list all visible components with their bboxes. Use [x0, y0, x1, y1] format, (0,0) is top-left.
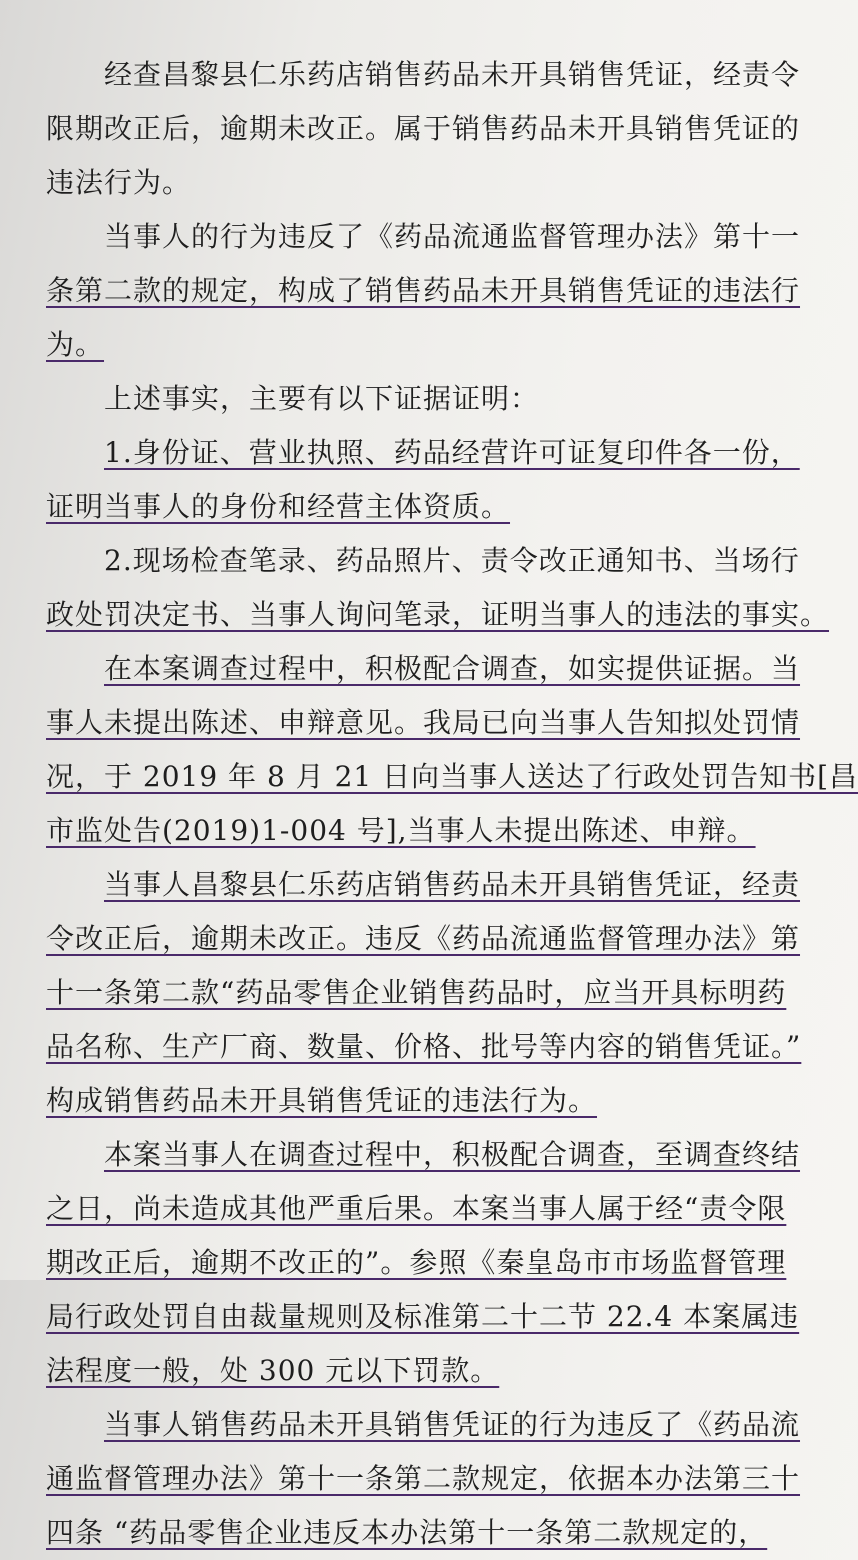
text-line: 况，于 2019 年 8 月 21 日向当事人送达了行政处罚告知书[昌 — [46, 760, 858, 793]
text-line: 事人未提出陈述、申辩意见。我局已向当事人告知拟处罚情 — [46, 706, 801, 739]
paragraph-5 — [46, 534, 830, 642]
text-line: 十一条第二款“药品零售企业销售药品时，应当开具标明药 — [46, 976, 787, 1009]
text-line: 四条 “药品零售企业违反本办法第十一条第二款规定的， — [46, 1516, 768, 1549]
text-line: 令改正后，逾期未改正。违反《药品流通监督管理办法》第 — [46, 922, 801, 955]
text-line: 期改正后，逾期不改正的”。参照《秦皇岛市市场监督管理 — [46, 1246, 787, 1279]
text-line: 市监处告(2019)1-004 号],当事人未提出陈述、申辩。 — [46, 814, 756, 847]
text-line: 为。 — [46, 328, 105, 361]
text-line: 构成销售药品未开具销售凭证的违法行为。 — [46, 1084, 598, 1117]
text-line: 本案当事人在调查过程中，积极配合调查，至调查终结 — [104, 1138, 801, 1171]
text-line: 条第二款的规定，构成了销售药品未开具销售凭证的违法行 — [46, 274, 801, 307]
text-line: 限期改正后，逾期未改正。属于销售药品未开具销售凭证的 — [46, 112, 801, 145]
text-line: 2.现场检查笔录、药品照片、责令改正通知书、当场行 — [104, 544, 800, 577]
text-line: 品名称、生产厂商、数量、价格、批号等内容的销售凭证。” — [46, 1030, 802, 1063]
text-line: 经查昌黎县仁乐药店销售药品未开具销售凭证，经责令 — [104, 58, 801, 91]
text-line: 1.身份证、营业执照、药品经营许可证复印件各一份， — [104, 436, 800, 469]
text-line: 上述事实，主要有以下证据证明： — [104, 382, 540, 415]
text-line: 通监督管理办法》第十一条第二款规定，依据本办法第三十 — [46, 1462, 801, 1495]
text-line: 政处罚决定书、当事人询问笔录，证明当事人的违法的事实。 — [46, 598, 830, 631]
paragraph-9 — [46, 1398, 801, 1560]
paragraph-4 — [46, 426, 800, 534]
text-line: 违法行为。 — [46, 166, 192, 199]
text-line: 局行政处罚自由裁量规则及标准第二十二节 22.4 本案属违 — [46, 1300, 800, 1333]
paragraph-2 — [46, 210, 801, 372]
text-line: 之日，尚未造成其他严重后果。本案当事人属于经“责令限 — [46, 1192, 787, 1225]
paragraph-8 — [46, 1128, 801, 1398]
paragraph-1 — [46, 48, 801, 210]
paragraph-6 — [46, 642, 858, 858]
text-line: 当事人昌黎县仁乐药店销售药品未开具销售凭证，经责 — [104, 868, 801, 901]
text-line: 当事人销售药品未开具销售凭证的行为违反了《药品流 — [104, 1408, 801, 1441]
text-line: 当事人的行为违反了《药品流通监督管理办法》第十一 — [104, 220, 801, 253]
text-line: 在本案调查过程中，积极配合调查，如实提供证据。当 — [104, 652, 801, 685]
paragraph-7 — [46, 858, 802, 1128]
paragraph-3 — [46, 372, 698, 426]
text-line: 法程度一般，处 300 元以下罚款。 — [46, 1354, 500, 1387]
text-line: 证明当事人的身份和经营主体资质。 — [46, 490, 511, 523]
